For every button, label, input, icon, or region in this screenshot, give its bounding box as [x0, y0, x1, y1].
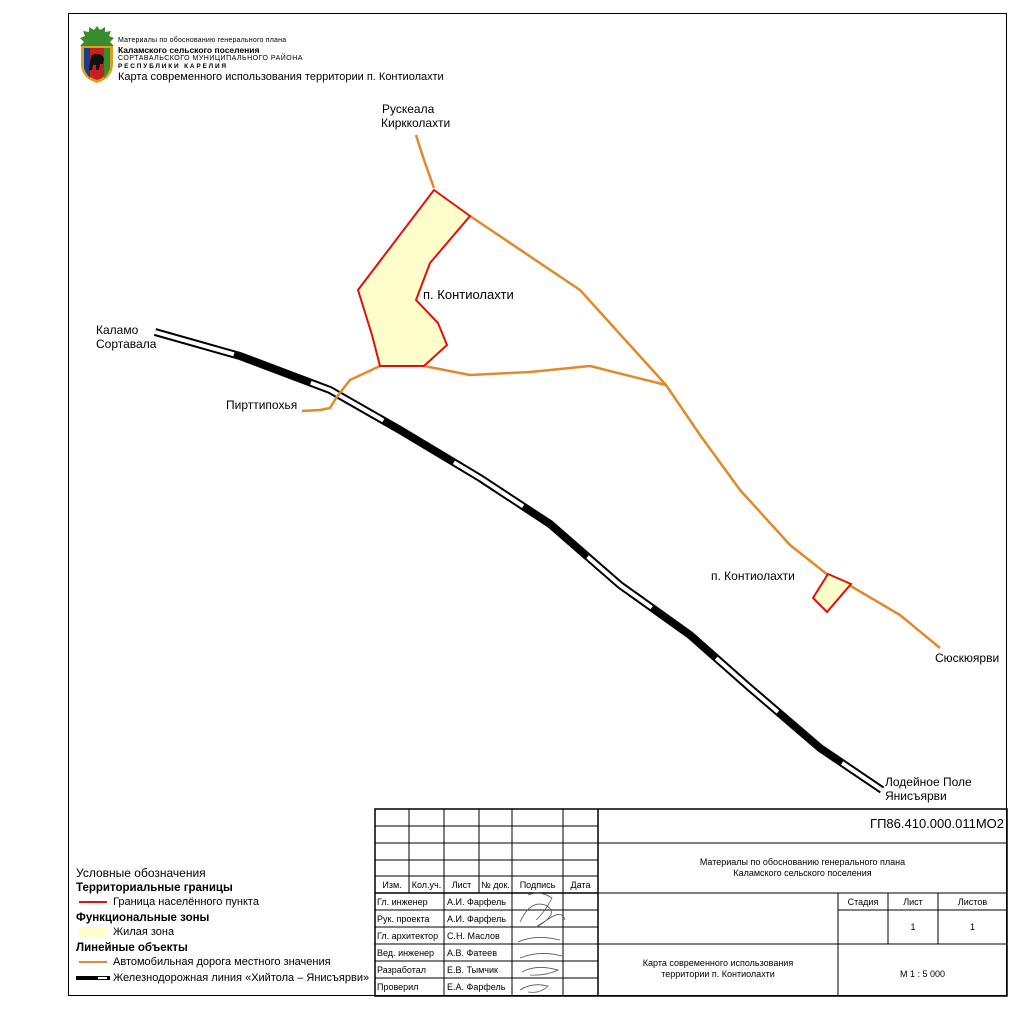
label-ruskeala: Рускеала [382, 102, 435, 116]
legend-section-zones: Функциональные зоны [76, 912, 210, 924]
boundary-symbol-icon [76, 895, 110, 909]
settlement-boundary-small [813, 574, 851, 612]
road-symbol-icon [76, 955, 110, 969]
sheet-header: Лист [903, 897, 923, 907]
sheets-value: 1 [969, 922, 975, 932]
legend-item-boundary: Граница населённого пункта [76, 894, 376, 910]
header-line-2: Каламского сельского поселения [118, 45, 260, 55]
role-3: Вед. инженер [377, 948, 435, 958]
legend-section-boundaries: Территориальные границы [76, 882, 233, 894]
legend-item-railway: Железнодорожная линия «Хийтола – Янисъярви» [76, 970, 376, 986]
role-1: Рук. проекта [377, 914, 430, 924]
role-4: Разработал [377, 965, 426, 975]
settlement-boundary-main [358, 190, 470, 366]
col-date: Дата [570, 880, 591, 890]
name-4: Е.В. Тымчик [447, 965, 498, 975]
col-kol: Кол.уч. [411, 880, 442, 890]
scale: М 1 : 5 000 [899, 969, 946, 979]
label-syskyjarvi: Сюскюярви [935, 651, 1000, 665]
role-0: Гл. инженер [377, 897, 428, 907]
sheets-header: Листов [957, 897, 988, 907]
name-2: С.Н. Маслов [447, 931, 500, 941]
legend-title: Условные обозначения [76, 866, 206, 880]
stamp-desc-1: Материалы по обоснованию генерального плана [699, 857, 906, 867]
role-2: Гл. архитектор [377, 931, 439, 941]
map-title: Карта современного использования территории п. Контиолахти [118, 71, 444, 83]
legend-section-linear: Линейные объекты [76, 942, 188, 954]
stamp-desc-2: Каламского сельского поселения [733, 868, 872, 878]
header-line-3: СОРТАВАЛЬСКОГО МУНИЦИПАЛЬНОГО РАЙОНА [118, 55, 303, 62]
col-izm: Изм. [382, 880, 402, 890]
legend [76, 866, 376, 986]
legend-item-residential: Жилая зона [76, 924, 376, 940]
name-5: Е.А. Фарфель [447, 982, 506, 992]
name-3: А.В. Фатеев [447, 948, 497, 958]
label-janisjarvi: Янисъярви [885, 789, 947, 803]
sheet-title-2: территории п. Контиолахти [661, 969, 775, 979]
name-0: А.И. Фарфель [447, 897, 506, 907]
residential-symbol-icon [76, 925, 110, 939]
stage-header: Стадия [847, 897, 879, 907]
role-5: Проверил [377, 982, 419, 992]
railway-symbol-icon [76, 971, 110, 985]
sheet-value: 1 [910, 922, 916, 932]
name-1: А.И. Фарфель [447, 914, 506, 924]
col-doc: № док. [481, 880, 510, 890]
label-kaalamo: Каламо [96, 323, 139, 337]
local-roads [302, 135, 940, 648]
legend-item-road: Автомобильная дорога местного значения [76, 954, 376, 970]
header-line-1: Материалы по обоснованию генерального плана [118, 37, 287, 44]
label-sortavala: Сортавала [96, 337, 157, 351]
label-kirkkolahti: Киркколахти [381, 116, 451, 130]
col-list: Лист [451, 880, 472, 890]
sheet-title-1: Карта современного использования [642, 958, 794, 968]
label-settlement-main: п. Контиолахти [423, 287, 514, 302]
header-line-4: РЕСПУБЛИКИ КАРЕЛИЯ [118, 63, 228, 70]
stamp-code: ГП86.410.000.011МО2 [870, 816, 1004, 831]
label-pirttipohja: Пирттипохья [226, 398, 298, 412]
col-sign: Подпись [519, 880, 556, 890]
label-settlement-small: п. Контиолахти [711, 569, 795, 583]
label-lodeynoe-pole: Лодейное Поле [885, 775, 972, 789]
